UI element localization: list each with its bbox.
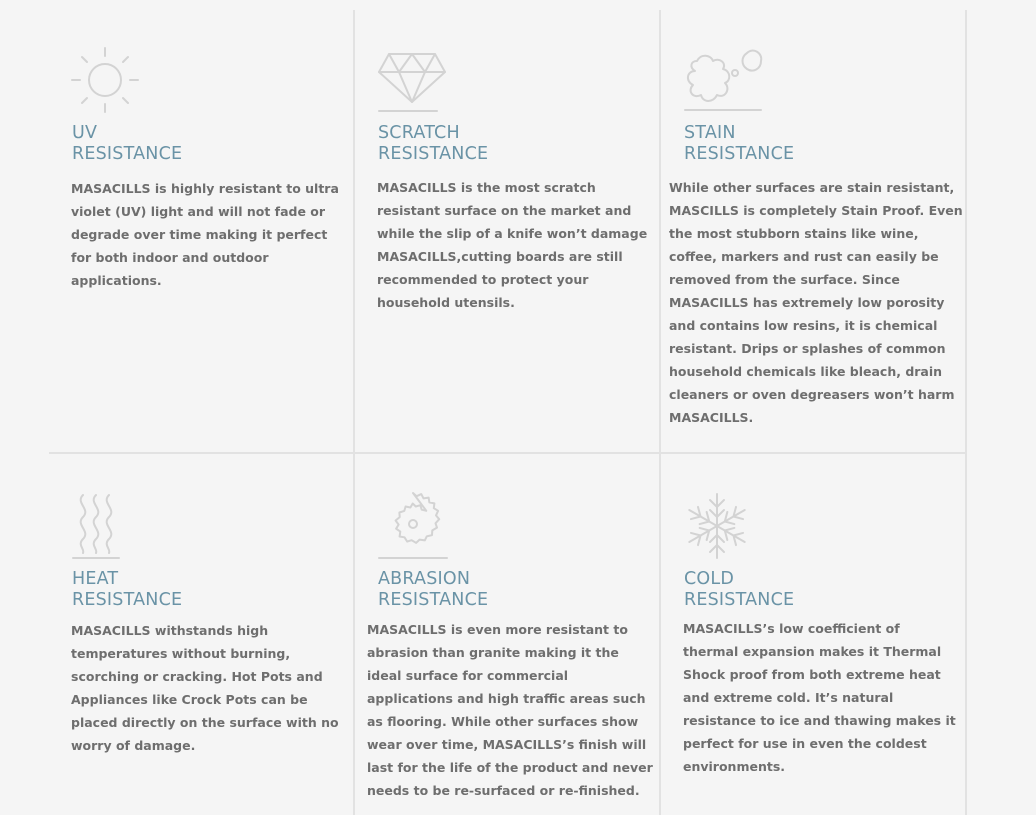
feature-title-line1: COLD [684,569,735,589]
feature-title-line1: UV [72,123,98,143]
snowflake-icon [683,492,751,560]
feature-title-line1: ABRASION [378,569,471,589]
feature-title [684,569,794,611]
feature-title-line1: STAIN [684,123,736,143]
feature-description: MASACILLS withstands high temperatures without burning, scorching or cracking. Hot Pots and Appliances like Crock Pots can be placed directly on the surface with no worry of damage. [71,623,339,753]
feature-title [72,569,182,611]
grid-divider-vertical-2 [659,10,661,815]
stain-splash-icon [683,47,765,113]
feature-title [378,569,488,611]
saw-blade-icon [377,493,451,561]
grid-divider-vertical-3 [965,10,967,815]
feature-title [378,123,488,165]
feature-description: While other surfaces are stain resistant, MASCILLS is completely Stain Proof. Even the most stubborn stains like wine, coffee, markers and rust can easily be removed from the surface. Since MASACILLS has extremely low porosity and contains low resins, it is chemical resistant. Drips or splashes of common household chemicals like bleach, drain cleaners or oven degreasers won’t harm MASACILLS. [669,180,963,425]
feature-description: MASACILLS is highly resistant to ultra violet (UV) light and will not fade or degrade over time making it perfect for both indoor and outdoor applications. [71,181,339,288]
feature-description: MASACILLS is the most scratch resistant surface on the market and while the slip of a knife won’t damage MASACILLS,cutting boards are still recommended to protect your household utensils. [377,180,648,310]
feature-title [72,123,182,165]
feature-title-line2: RESISTANCE [72,590,183,610]
feature-description: MASACILLS is even more resistant to abrasion than granite making it the ideal surface for commercial applications and high traffic areas such as flooring. While other surfaces show wear over time, MASACILLS’s finish will last for the life of the product and never needs to be re-surfaced or re-finished. [367,622,653,798]
diamond-icon [377,52,447,114]
feature-title-line2: RESISTANCE [72,144,183,164]
feature-title [684,123,794,165]
feature-description: MASACILLS’s low coefficient of thermal expansion makes it Thermal Shock proof from both extreme heat and extreme cold. It’s natural resistance to ice and thawing makes it perfect for use in even the coldest environments. [683,621,956,774]
grid-divider-vertical-1 [353,10,355,815]
feature-title-line1: HEAT [72,569,119,589]
feature-title-line2: RESISTANCE [378,144,489,164]
feature-title-line2: RESISTANCE [684,590,795,610]
grid-divider-horizontal [49,452,966,454]
feature-title-line2: RESISTANCE [378,590,489,610]
sun-icon [71,47,139,113]
heat-waves-icon [71,493,121,561]
feature-title-line1: SCRATCH [378,123,460,143]
feature-title-line2: RESISTANCE [684,144,795,164]
